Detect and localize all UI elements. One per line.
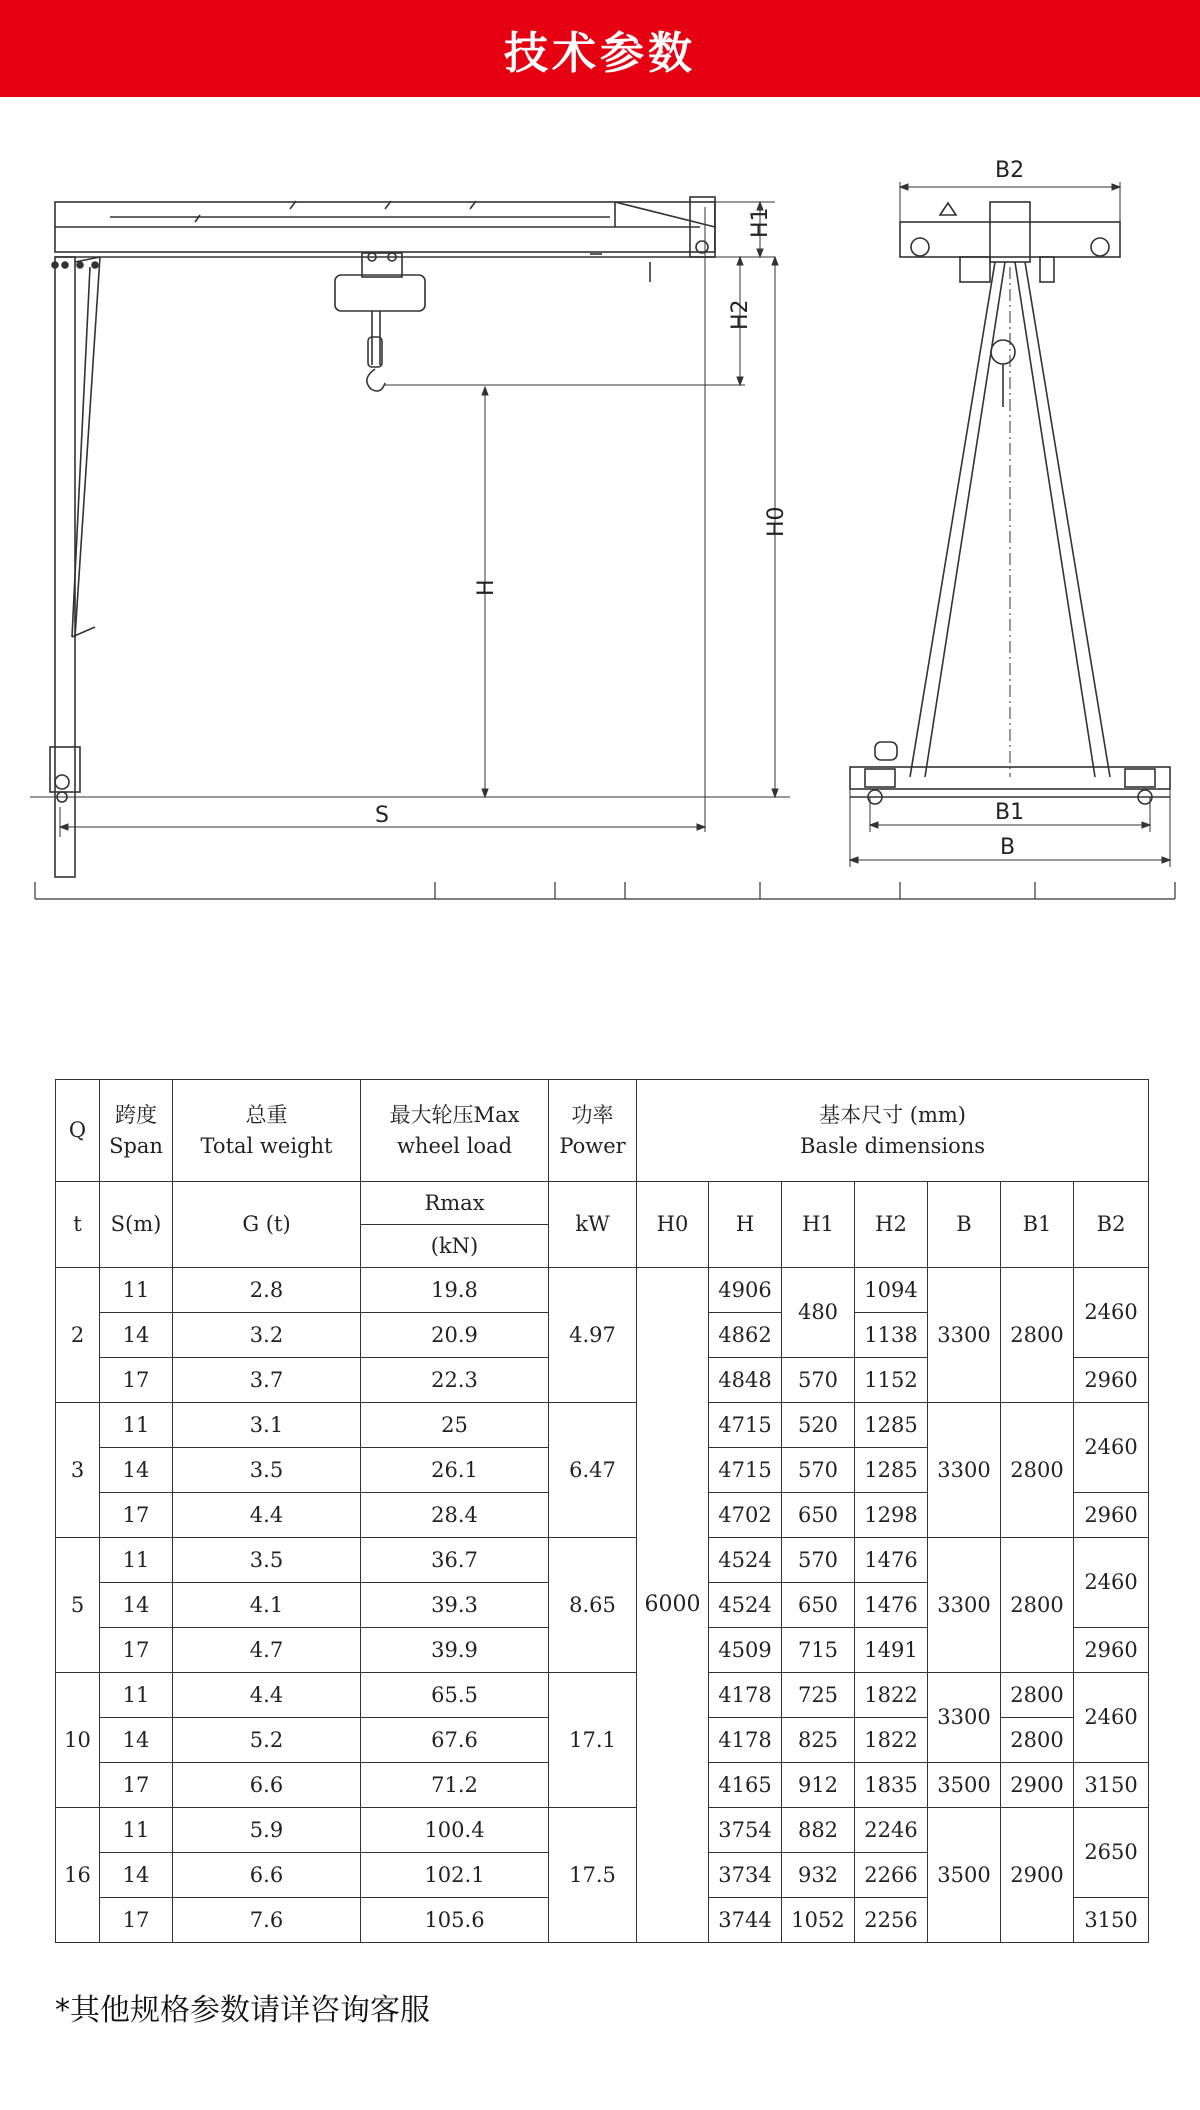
cell-r: 36.7 bbox=[361, 1538, 549, 1583]
cell-h1: 650 bbox=[782, 1583, 855, 1628]
cell-h1: 570 bbox=[782, 1448, 855, 1493]
cell-b1: 2900 bbox=[1001, 1808, 1074, 1943]
cell-h2: 1285 bbox=[855, 1403, 928, 1448]
cell-b1: 2800 bbox=[1001, 1403, 1074, 1538]
cell-h: 3744 bbox=[709, 1898, 782, 1943]
header-weight: 总重 Total weight bbox=[173, 1080, 361, 1182]
cell-g: 4.4 bbox=[173, 1493, 361, 1538]
table-row bbox=[56, 1673, 1149, 1718]
cell-h: 4524 bbox=[709, 1538, 782, 1583]
cell-b: 3500 bbox=[928, 1808, 1001, 1943]
label-b1: B1 bbox=[995, 800, 1025, 825]
cell-b1: 2800 bbox=[1001, 1268, 1074, 1403]
header-span: 跨度 Span bbox=[100, 1080, 173, 1182]
footnote: *其他规格参数请详咨询客服 bbox=[55, 1993, 430, 2028]
cell-r: 28.4 bbox=[361, 1493, 549, 1538]
unit-b2: B2 bbox=[1074, 1182, 1149, 1268]
cell-s: 17 bbox=[100, 1628, 173, 1673]
side-view bbox=[50, 197, 745, 877]
cell-r: 39.3 bbox=[361, 1583, 549, 1628]
cell-h2: 1152 bbox=[855, 1358, 928, 1403]
label-h1: H1 bbox=[748, 207, 773, 238]
cell-r: 26.1 bbox=[361, 1448, 549, 1493]
units-row bbox=[56, 1182, 1149, 1225]
header-dimensions: 基本尺寸 (mm) Basle dimensions bbox=[637, 1080, 1149, 1182]
cell-r: 19.8 bbox=[361, 1268, 549, 1313]
cell-g: 3.7 bbox=[173, 1358, 361, 1403]
label-h: H bbox=[474, 579, 499, 596]
unit-rmax: Rmax bbox=[361, 1182, 549, 1225]
cell-h1: 912 bbox=[782, 1763, 855, 1808]
cell-s: 11 bbox=[100, 1808, 173, 1853]
side-dimensions bbox=[30, 202, 790, 837]
cell-s: 14 bbox=[100, 1853, 173, 1898]
cell-power: 8.65 bbox=[549, 1538, 637, 1673]
unit-b1: B1 bbox=[1001, 1182, 1074, 1268]
cell-b2: 2960 bbox=[1074, 1358, 1149, 1403]
cell-s: 11 bbox=[100, 1673, 173, 1718]
cell-b2: 2460 bbox=[1074, 1538, 1149, 1628]
cell-b: 3300 bbox=[928, 1268, 1001, 1403]
unit-h2: H2 bbox=[855, 1182, 928, 1268]
title-banner bbox=[0, 0, 1200, 97]
unit-h1: H1 bbox=[782, 1182, 855, 1268]
cell-h0: 6000 bbox=[637, 1268, 709, 1943]
cell-r: 65.5 bbox=[361, 1673, 549, 1718]
cell-r: 102.1 bbox=[361, 1853, 549, 1898]
cell-b2: 3150 bbox=[1074, 1763, 1149, 1808]
cell-h1: 715 bbox=[782, 1628, 855, 1673]
label-b2: B2 bbox=[995, 158, 1025, 183]
label-s: S bbox=[375, 803, 389, 828]
cell-b2: 2460 bbox=[1074, 1673, 1149, 1763]
cell-r: 67.6 bbox=[361, 1718, 549, 1763]
cell-h1: 480 bbox=[782, 1268, 855, 1358]
cell-s: 11 bbox=[100, 1268, 173, 1313]
cell-h2: 1285 bbox=[855, 1448, 928, 1493]
cell-h1: 570 bbox=[782, 1538, 855, 1583]
cell-b2: 2960 bbox=[1074, 1628, 1149, 1673]
cell-s: 17 bbox=[100, 1358, 173, 1403]
cell-g: 3.2 bbox=[173, 1313, 361, 1358]
cell-h2: 1835 bbox=[855, 1763, 928, 1808]
cell-h: 3734 bbox=[709, 1853, 782, 1898]
unit-s: S(m) bbox=[100, 1182, 173, 1268]
cell-b1: 2900 bbox=[1001, 1763, 1074, 1808]
header-wheel-load: 最大轮压Max wheel load bbox=[361, 1080, 549, 1182]
cell-r: 71.2 bbox=[361, 1763, 549, 1808]
cell-g: 3.1 bbox=[173, 1403, 361, 1448]
cell-h2: 1476 bbox=[855, 1583, 928, 1628]
cell-b2: 2460 bbox=[1074, 1403, 1149, 1493]
cell-b2: 2650 bbox=[1074, 1808, 1149, 1898]
label-h0: H0 bbox=[764, 506, 789, 537]
cell-h1: 725 bbox=[782, 1673, 855, 1718]
cell-h1: 1052 bbox=[782, 1898, 855, 1943]
cell-g: 5.9 bbox=[173, 1808, 361, 1853]
unit-g: G (t) bbox=[173, 1182, 361, 1268]
cell-b1: 2800 bbox=[1001, 1673, 1074, 1718]
cell-h: 4715 bbox=[709, 1448, 782, 1493]
unit-kw: kW bbox=[549, 1182, 637, 1268]
table-row bbox=[56, 1403, 1149, 1448]
cell-g: 4.1 bbox=[173, 1583, 361, 1628]
cell-r: 20.9 bbox=[361, 1313, 549, 1358]
spec-table bbox=[55, 1079, 1149, 1943]
cell-h1: 650 bbox=[782, 1493, 855, 1538]
cell-s: 17 bbox=[100, 1763, 173, 1808]
unit-b: B bbox=[928, 1182, 1001, 1268]
page-title: 技术参数 bbox=[504, 27, 696, 79]
cell-s: 14 bbox=[100, 1583, 173, 1628]
cell-b: 3300 bbox=[928, 1403, 1001, 1538]
cell-power: 17.5 bbox=[549, 1808, 637, 1943]
cell-r: 22.3 bbox=[361, 1358, 549, 1403]
cell-g: 3.5 bbox=[173, 1448, 361, 1493]
cell-s: 14 bbox=[100, 1718, 173, 1763]
cell-q: 3 bbox=[56, 1403, 100, 1538]
cell-b1: 2800 bbox=[1001, 1538, 1074, 1673]
cell-h1: 570 bbox=[782, 1358, 855, 1403]
cell-s: 17 bbox=[100, 1898, 173, 1943]
cell-g: 4.4 bbox=[173, 1673, 361, 1718]
cell-g: 3.5 bbox=[173, 1538, 361, 1583]
cell-g: 6.6 bbox=[173, 1763, 361, 1808]
cell-h2: 1822 bbox=[855, 1718, 928, 1763]
cell-g: 6.6 bbox=[173, 1853, 361, 1898]
cell-h2: 1822 bbox=[855, 1673, 928, 1718]
unit-h0: H0 bbox=[637, 1182, 709, 1268]
cell-h1: 520 bbox=[782, 1403, 855, 1448]
table-row bbox=[56, 1808, 1149, 1853]
crane-drawing bbox=[0, 97, 1200, 917]
cell-g: 2.8 bbox=[173, 1268, 361, 1313]
cell-q: 5 bbox=[56, 1538, 100, 1673]
unit-t: t bbox=[56, 1182, 100, 1268]
cell-b2: 2460 bbox=[1074, 1268, 1149, 1358]
cell-h2: 2246 bbox=[855, 1808, 928, 1853]
cell-b1: 2800 bbox=[1001, 1718, 1074, 1763]
cell-r: 25 bbox=[361, 1403, 549, 1448]
cell-r: 100.4 bbox=[361, 1808, 549, 1853]
label-h2: H2 bbox=[728, 299, 753, 330]
cell-h: 4702 bbox=[709, 1493, 782, 1538]
cell-b: 3300 bbox=[928, 1538, 1001, 1673]
cell-h: 4715 bbox=[709, 1403, 782, 1448]
unit-kn: (kN) bbox=[361, 1225, 549, 1268]
cell-h1: 825 bbox=[782, 1718, 855, 1763]
cell-g: 5.2 bbox=[173, 1718, 361, 1763]
cell-h2: 1094 bbox=[855, 1268, 928, 1313]
cell-s: 11 bbox=[100, 1403, 173, 1448]
cell-s: 11 bbox=[100, 1538, 173, 1583]
cell-power: 4.97 bbox=[549, 1268, 637, 1403]
cell-b2: 2960 bbox=[1074, 1493, 1149, 1538]
cell-s: 14 bbox=[100, 1313, 173, 1358]
cell-b: 3300 bbox=[928, 1673, 1001, 1763]
table-row bbox=[56, 1268, 1149, 1313]
cell-h2: 2266 bbox=[855, 1853, 928, 1898]
cell-r: 105.6 bbox=[361, 1898, 549, 1943]
cell-h1: 932 bbox=[782, 1853, 855, 1898]
cell-power: 6.47 bbox=[549, 1403, 637, 1538]
label-b: B bbox=[1000, 835, 1016, 860]
cell-h: 4178 bbox=[709, 1673, 782, 1718]
table-row bbox=[56, 1538, 1149, 1583]
cell-h2: 1491 bbox=[855, 1628, 928, 1673]
cell-power: 17.1 bbox=[549, 1673, 637, 1808]
cell-r: 39.9 bbox=[361, 1628, 549, 1673]
header-q: Q bbox=[56, 1080, 100, 1182]
cell-q: 16 bbox=[56, 1808, 100, 1943]
cell-q: 2 bbox=[56, 1268, 100, 1403]
cell-h2: 2256 bbox=[855, 1898, 928, 1943]
cell-g: 7.6 bbox=[173, 1898, 361, 1943]
cell-h2: 1298 bbox=[855, 1493, 928, 1538]
header-power: 功率 Power bbox=[549, 1080, 637, 1182]
cell-h: 3754 bbox=[709, 1808, 782, 1853]
cell-s: 14 bbox=[100, 1448, 173, 1493]
unit-h: H bbox=[709, 1182, 782, 1268]
cell-h1: 882 bbox=[782, 1808, 855, 1853]
cell-q: 10 bbox=[56, 1673, 100, 1808]
cell-h2: 1476 bbox=[855, 1538, 928, 1583]
cell-h: 4178 bbox=[709, 1718, 782, 1763]
header-row bbox=[56, 1080, 1149, 1182]
cell-h: 4524 bbox=[709, 1583, 782, 1628]
cell-s: 17 bbox=[100, 1493, 173, 1538]
cell-b: 3500 bbox=[928, 1763, 1001, 1808]
cell-h: 4509 bbox=[709, 1628, 782, 1673]
cell-h: 4862 bbox=[709, 1313, 782, 1358]
end-view bbox=[850, 182, 1170, 867]
cell-h2: 1138 bbox=[855, 1313, 928, 1358]
cell-h: 4848 bbox=[709, 1358, 782, 1403]
cell-b2: 3150 bbox=[1074, 1898, 1149, 1943]
scale-bar bbox=[35, 882, 1175, 899]
cell-h: 4906 bbox=[709, 1268, 782, 1313]
cell-g: 4.7 bbox=[173, 1628, 361, 1673]
cell-h: 4165 bbox=[709, 1763, 782, 1808]
